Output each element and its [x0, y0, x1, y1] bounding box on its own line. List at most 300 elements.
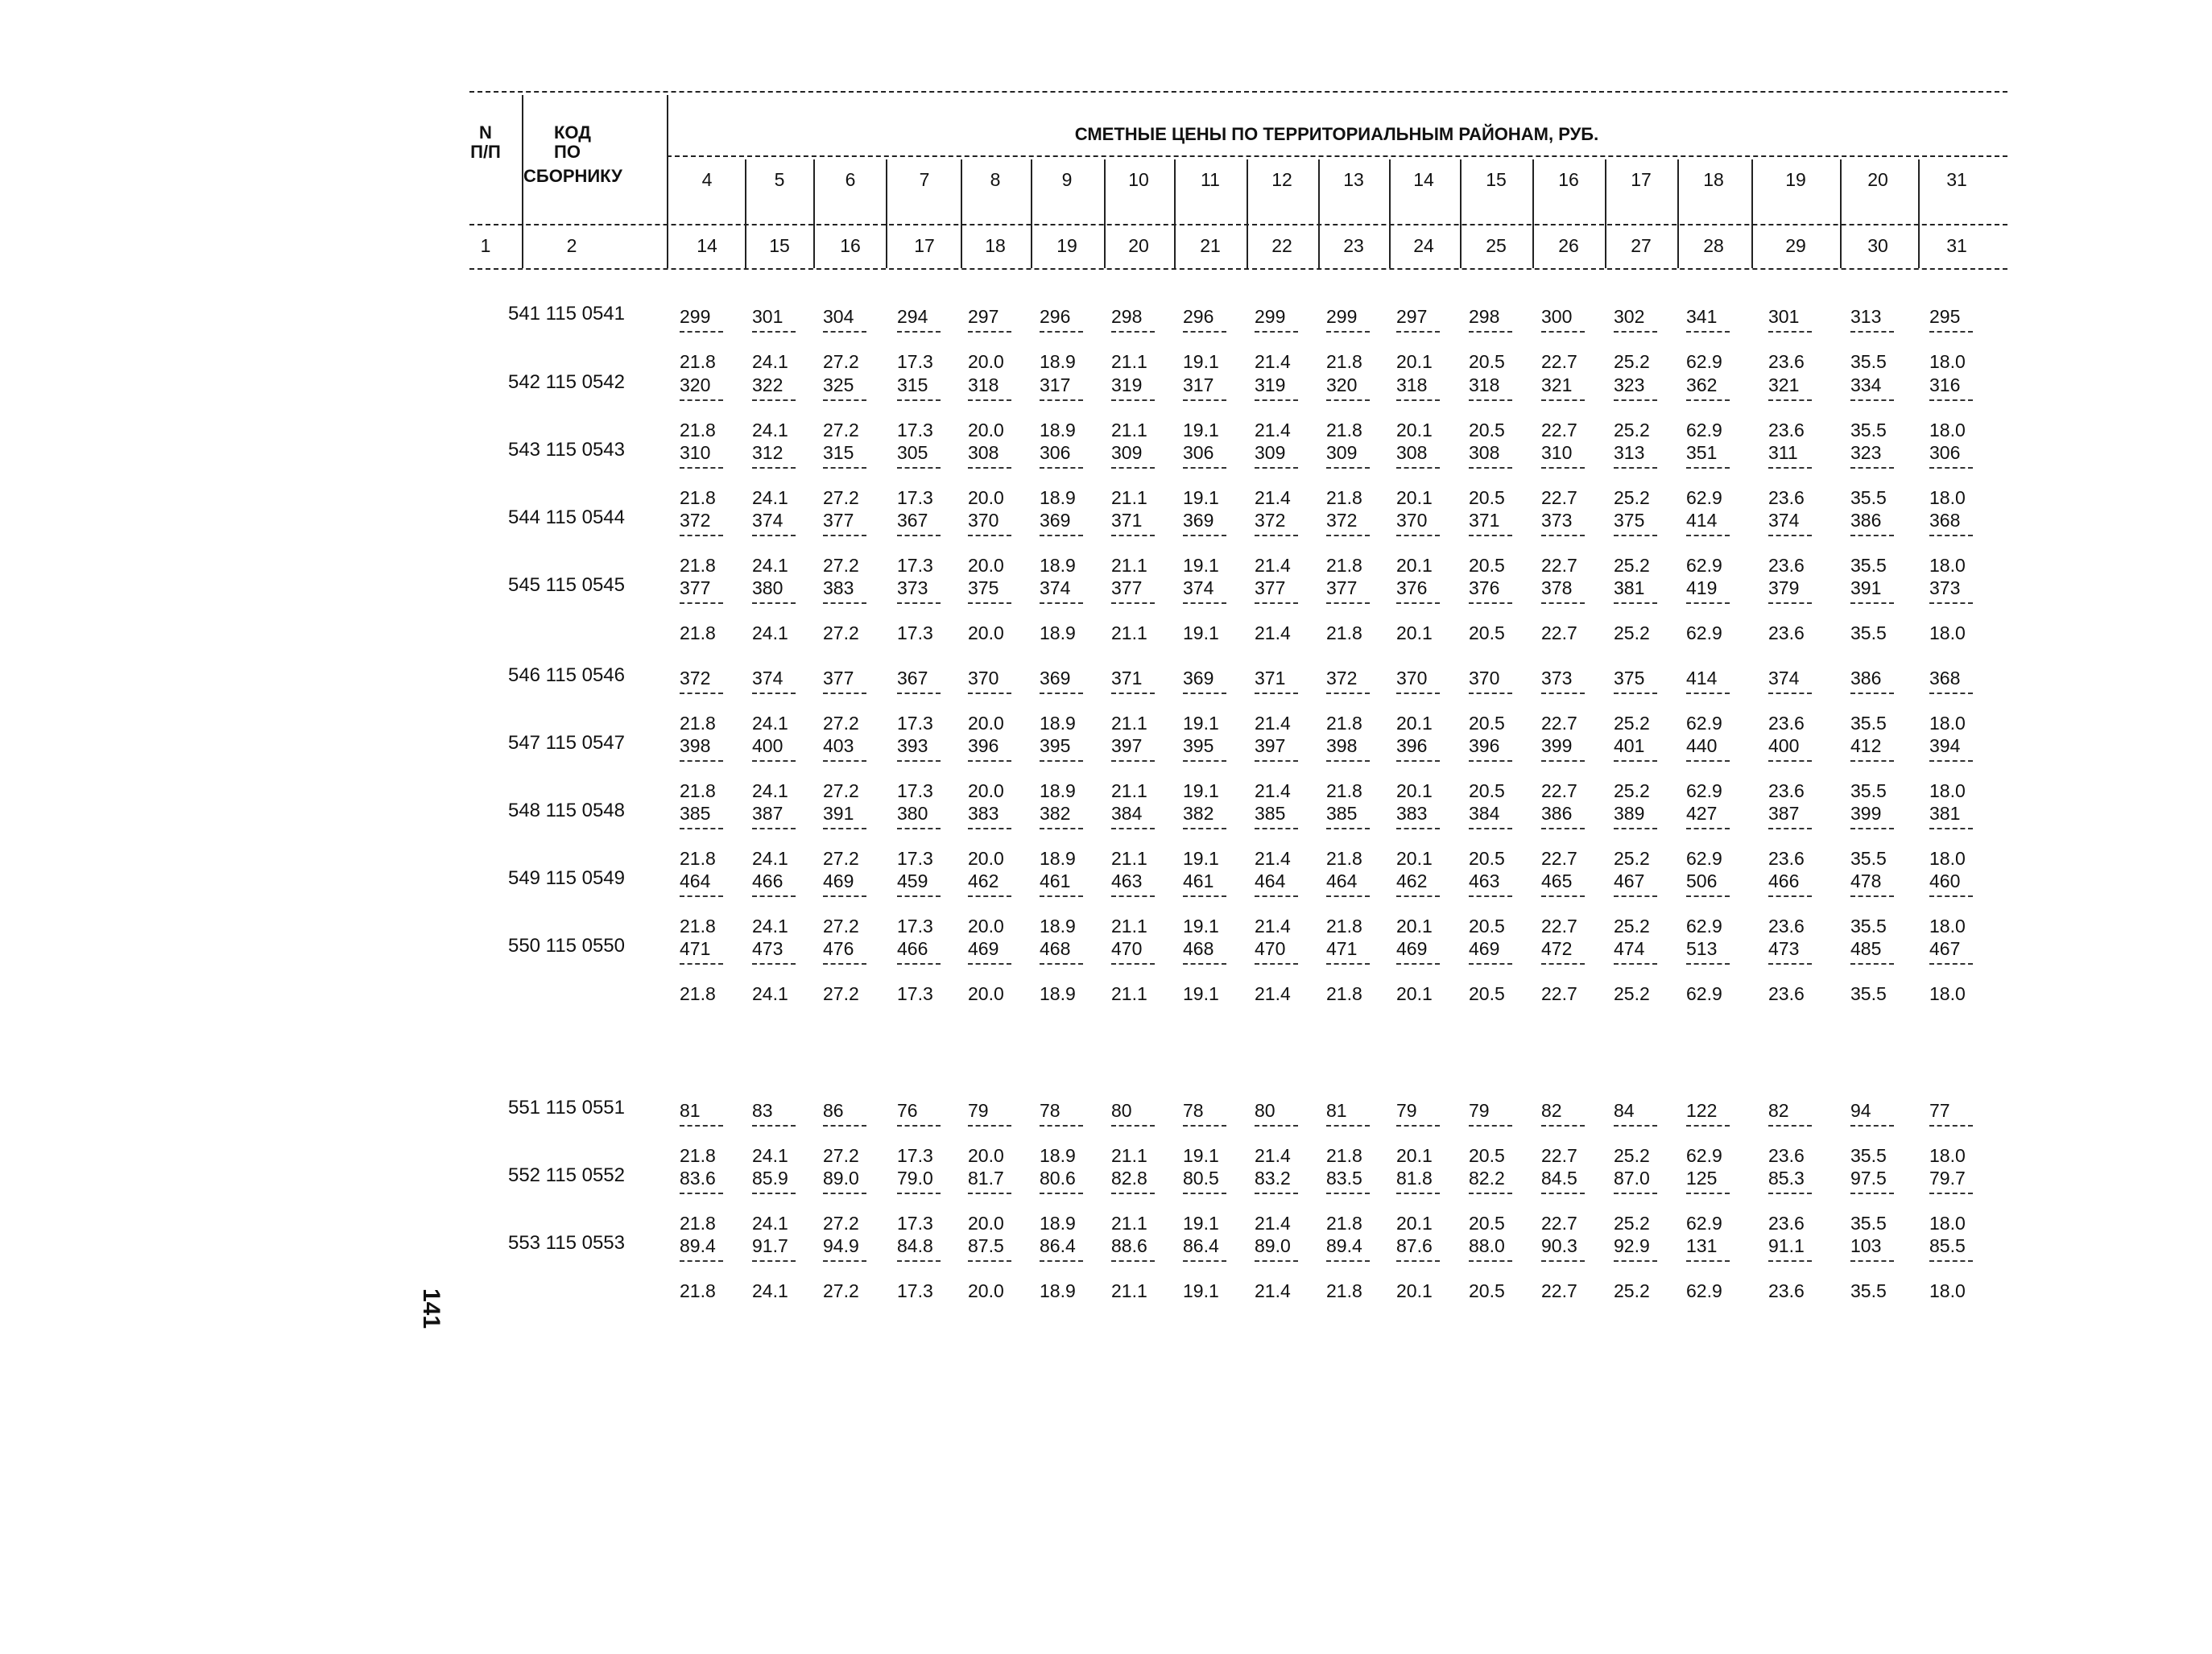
header-vline-region-6	[1174, 159, 1176, 268]
price-separator	[897, 467, 941, 469]
coefficient-cell: 21.1	[1111, 420, 1147, 440]
price-cell: 382	[1183, 803, 1214, 824]
price-separator	[1469, 828, 1512, 829]
price-cell: 476	[823, 938, 854, 959]
price-separator	[823, 535, 866, 536]
price-cell: 389	[1614, 803, 1645, 824]
header-colnum-29: 29	[1785, 235, 1806, 256]
price-cell: 412	[1850, 735, 1882, 756]
coefficient-cell: 20.1	[1396, 622, 1433, 643]
price-separator	[1396, 467, 1440, 469]
price-separator	[1040, 760, 1083, 762]
price-cell: 399	[1850, 803, 1882, 824]
price-separator	[897, 760, 941, 762]
header-bottom-rule	[469, 268, 2007, 270]
price-cell: 89.0	[823, 1168, 859, 1189]
price-separator	[1040, 828, 1083, 829]
price-cell: 80	[1255, 1100, 1276, 1121]
price-cell: 396	[1396, 735, 1428, 756]
price-separator	[1326, 760, 1370, 762]
price-separator	[1541, 963, 1585, 965]
price-separator	[752, 602, 796, 604]
price-cell: 513	[1686, 938, 1718, 959]
price-separator	[1850, 602, 1894, 604]
coefficient-cell: 22.7	[1541, 1145, 1577, 1166]
price-separator	[1686, 963, 1730, 965]
row-label: 552 115 0552	[507, 1164, 625, 1186]
price-cell: 398	[1326, 735, 1358, 756]
header-region-16: 16	[1558, 169, 1579, 190]
price-cell: 372	[1326, 668, 1358, 688]
price-cell: 368	[1929, 668, 1961, 688]
price-separator	[680, 895, 723, 897]
coefficient-cell: 35.5	[1850, 848, 1887, 869]
header-vline-region-16	[1918, 159, 1920, 268]
coefficient-cell: 20.0	[968, 1213, 1004, 1234]
row-label: 546 115 0546	[507, 664, 625, 686]
price-separator	[1929, 1125, 1973, 1127]
coefficient-cell: 35.5	[1850, 983, 1887, 1004]
header-colnum-25: 25	[1486, 235, 1507, 256]
coefficient-cell: 19.1	[1183, 555, 1219, 576]
price-separator	[1929, 467, 1973, 469]
coefficient-cell: 23.6	[1768, 780, 1805, 801]
coefficient-cell: 21.8	[680, 916, 716, 937]
coefficient-cell: 24.1	[752, 420, 788, 440]
price-cell: 371	[1469, 510, 1500, 531]
price-cell: 86.4	[1183, 1235, 1219, 1256]
coefficient-cell: 23.6	[1768, 1280, 1805, 1301]
price-separator	[968, 331, 1011, 333]
coefficient-cell: 20.0	[968, 983, 1004, 1004]
price-separator	[1111, 828, 1155, 829]
coefficient-cell: 18.9	[1040, 420, 1076, 440]
header-colnum-18: 18	[985, 235, 1006, 256]
price-cell: 380	[897, 803, 928, 824]
price-separator	[1469, 331, 1512, 333]
coefficient-cell: 17.3	[897, 351, 933, 372]
coefficient-cell: 20.5	[1469, 1145, 1505, 1166]
price-cell: 315	[897, 374, 928, 395]
price-cell: 466	[1768, 870, 1800, 891]
price-separator	[1469, 399, 1512, 401]
coefficient-cell: 17.3	[897, 780, 933, 801]
coefficient-cell: 21.4	[1255, 1213, 1291, 1234]
coefficient-cell: 21.8	[680, 420, 716, 440]
price-cell: 369	[1040, 668, 1071, 688]
coefficient-cell: 35.5	[1850, 622, 1887, 643]
price-cell: 371	[1255, 668, 1286, 688]
price-cell: 91.7	[752, 1235, 788, 1256]
coefficient-cell: 20.1	[1396, 848, 1433, 869]
row-label: 548 115 0548	[507, 800, 625, 821]
coefficient-cell: 23.6	[1768, 848, 1805, 869]
coefficient-cell: 23.6	[1768, 351, 1805, 372]
price-separator	[1929, 828, 1973, 829]
price-cell: 82.8	[1111, 1168, 1147, 1189]
coefficient-cell: 18.0	[1929, 1145, 1966, 1166]
price-separator	[1469, 693, 1512, 694]
price-separator	[1469, 963, 1512, 965]
price-cell: 318	[1469, 374, 1500, 395]
price-separator	[1183, 828, 1226, 829]
price-cell: 381	[1614, 577, 1645, 598]
price-cell: 387	[752, 803, 784, 824]
price-cell: 79	[1469, 1100, 1490, 1121]
price-separator	[1850, 1125, 1894, 1127]
coefficient-cell: 35.5	[1850, 555, 1887, 576]
price-separator	[823, 467, 866, 469]
coefficient-cell: 19.1	[1183, 622, 1219, 643]
price-separator	[1255, 467, 1298, 469]
price-cell: 80.5	[1183, 1168, 1219, 1189]
coefficient-cell: 21.8	[680, 487, 716, 508]
price-separator	[680, 828, 723, 829]
coefficient-cell: 18.9	[1040, 1145, 1076, 1166]
price-cell: 506	[1686, 870, 1718, 891]
price-separator	[1326, 1260, 1370, 1262]
coefficient-cell: 21.4	[1255, 848, 1291, 869]
price-separator	[968, 1260, 1011, 1262]
price-cell: 80.6	[1040, 1168, 1076, 1189]
price-cell: 304	[823, 306, 854, 327]
coefficient-cell: 22.7	[1541, 487, 1577, 508]
price-separator	[1255, 602, 1298, 604]
coefficient-cell: 22.7	[1541, 420, 1577, 440]
coefficient-cell: 17.3	[897, 1145, 933, 1166]
coefficient-cell: 24.1	[752, 622, 788, 643]
coefficient-cell: 35.5	[1850, 916, 1887, 937]
price-cell: 375	[968, 577, 999, 598]
coefficient-cell: 18.9	[1040, 916, 1076, 937]
price-cell: 393	[897, 735, 928, 756]
price-cell: 462	[1396, 870, 1428, 891]
coefficient-cell: 21.8	[680, 848, 716, 869]
header-region-5: 5	[774, 169, 785, 190]
price-cell: 469	[968, 938, 999, 959]
price-cell: 87.0	[1614, 1168, 1650, 1189]
coefficient-cell: 21.8	[680, 713, 716, 734]
price-cell: 311	[1768, 442, 1798, 463]
price-cell: 318	[1396, 374, 1428, 395]
price-separator	[897, 963, 941, 965]
price-cell: 76	[897, 1100, 918, 1121]
price-separator	[897, 828, 941, 829]
coefficient-cell: 35.5	[1850, 780, 1887, 801]
price-cell: 89.4	[680, 1235, 716, 1256]
price-separator	[968, 1193, 1011, 1194]
price-cell: 83.5	[1326, 1168, 1362, 1189]
coefficient-cell: 23.6	[1768, 622, 1805, 643]
price-cell: 81	[1326, 1100, 1347, 1121]
price-cell: 369	[1183, 510, 1214, 531]
price-separator	[1183, 331, 1226, 333]
coefficient-cell: 24.1	[752, 983, 788, 1004]
price-cell: 320	[680, 374, 711, 395]
coefficient-cell: 24.1	[752, 1213, 788, 1234]
coefficient-cell: 25.2	[1614, 916, 1650, 937]
price-cell: 398	[680, 735, 711, 756]
coefficient-cell: 18.0	[1929, 622, 1966, 643]
price-cell: 88.0	[1469, 1235, 1505, 1256]
price-separator	[680, 760, 723, 762]
price-separator	[1255, 331, 1298, 333]
row-label: 541 115 0541	[507, 303, 625, 325]
header-vline-region-4	[1031, 159, 1032, 268]
price-separator	[1541, 828, 1585, 829]
header-code-label: КОД	[554, 122, 591, 143]
price-separator	[1929, 895, 1973, 897]
coefficient-cell: 18.0	[1929, 848, 1966, 869]
header-vline-region-13	[1677, 159, 1679, 268]
price-cell: 305	[897, 442, 928, 463]
coefficient-cell: 23.6	[1768, 420, 1805, 440]
price-separator	[1686, 1125, 1730, 1127]
coefficient-cell: 19.1	[1183, 420, 1219, 440]
price-cell: 382	[1040, 803, 1071, 824]
price-cell: 471	[1326, 938, 1358, 959]
price-separator	[968, 895, 1011, 897]
price-cell: 468	[1183, 938, 1214, 959]
header-colnum-20: 20	[1128, 235, 1149, 256]
coefficient-cell: 21.8	[1326, 555, 1362, 576]
price-cell: 313	[1850, 306, 1882, 327]
coefficient-cell: 21.8	[1326, 983, 1362, 1004]
coefficient-cell: 35.5	[1850, 1145, 1887, 1166]
coefficient-cell: 24.1	[752, 351, 788, 372]
coefficient-cell: 20.5	[1469, 1213, 1505, 1234]
price-cell: 374	[1768, 510, 1800, 531]
price-separator	[1686, 828, 1730, 829]
price-separator	[752, 535, 796, 536]
coefficient-cell: 19.1	[1183, 848, 1219, 869]
price-cell: 79.0	[897, 1168, 933, 1189]
price-cell: 473	[1768, 938, 1800, 959]
coefficient-cell: 21.1	[1111, 916, 1147, 937]
coefficient-cell: 35.5	[1850, 713, 1887, 734]
price-separator	[1183, 963, 1226, 965]
price-cell: 374	[1040, 577, 1071, 598]
price-cell: 296	[1183, 306, 1214, 327]
price-cell: 381	[1929, 803, 1961, 824]
price-separator	[1040, 1193, 1083, 1194]
price-separator	[1255, 1193, 1298, 1194]
price-cell: 298	[1111, 306, 1143, 327]
header-region-13: 13	[1343, 169, 1364, 190]
price-separator	[752, 467, 796, 469]
header-colnum-26: 26	[1558, 235, 1579, 256]
price-cell: 391	[823, 803, 854, 824]
header-region-14: 14	[1413, 169, 1434, 190]
price-cell: 469	[1469, 938, 1500, 959]
price-cell: 370	[968, 668, 999, 688]
header-colnum-24: 24	[1413, 235, 1434, 256]
price-separator	[1614, 331, 1657, 333]
coefficient-cell: 20.0	[968, 713, 1004, 734]
price-cell: 376	[1469, 577, 1500, 598]
coefficient-cell: 20.0	[968, 420, 1004, 440]
coefficient-cell: 21.8	[1326, 420, 1362, 440]
price-cell: 351	[1686, 442, 1718, 463]
price-separator	[1469, 895, 1512, 897]
header-region-rule	[667, 155, 2007, 157]
price-separator	[1040, 535, 1083, 536]
row-label: 550 115 0550	[507, 935, 625, 957]
coefficient-cell: 20.0	[968, 1145, 1004, 1166]
price-cell: 401	[1614, 735, 1645, 756]
price-separator	[1255, 828, 1298, 829]
price-cell: 312	[752, 442, 784, 463]
price-separator	[1255, 760, 1298, 762]
row-label: 544 115 0544	[507, 507, 625, 528]
price-cell: 85.3	[1768, 1168, 1805, 1189]
header-code-sbornik-label: СБОРНИКУ	[523, 166, 622, 186]
coefficient-cell: 18.0	[1929, 1213, 1966, 1234]
price-cell: 386	[1850, 510, 1882, 531]
price-cell: 396	[968, 735, 999, 756]
price-cell: 306	[1040, 442, 1071, 463]
price-separator	[968, 963, 1011, 965]
price-separator	[1768, 602, 1812, 604]
coefficient-cell: 20.1	[1396, 780, 1433, 801]
coefficient-cell: 18.0	[1929, 351, 1966, 372]
coefficient-cell: 19.1	[1183, 713, 1219, 734]
row-label: 549 115 0549	[507, 867, 625, 889]
page-number: 141	[418, 1288, 445, 1329]
coefficient-cell: 20.0	[968, 351, 1004, 372]
price-cell: 308	[968, 442, 999, 463]
price-cell: 459	[897, 870, 928, 891]
price-separator	[1326, 467, 1370, 469]
price-cell: 79	[968, 1100, 989, 1121]
coefficient-cell: 18.0	[1929, 713, 1966, 734]
price-cell: 391	[1850, 577, 1882, 598]
price-separator	[1850, 399, 1894, 401]
price-separator	[680, 1193, 723, 1194]
price-separator	[1768, 963, 1812, 965]
coefficient-cell: 20.5	[1469, 916, 1505, 937]
coefficient-cell: 27.2	[823, 487, 859, 508]
price-separator	[1686, 535, 1730, 536]
price-cell: 77	[1929, 1100, 1950, 1121]
price-cell: 86	[823, 1100, 844, 1121]
price-separator	[752, 760, 796, 762]
price-separator	[1686, 399, 1730, 401]
header-vline-region-0	[745, 159, 746, 268]
price-separator	[1541, 1260, 1585, 1262]
coefficient-cell: 21.1	[1111, 555, 1147, 576]
price-cell: 380	[752, 577, 784, 598]
price-separator	[1614, 1260, 1657, 1262]
price-separator	[1541, 331, 1585, 333]
price-separator	[1326, 331, 1370, 333]
price-cell: 470	[1111, 938, 1143, 959]
price-separator	[1469, 1193, 1512, 1194]
price-separator	[1396, 602, 1440, 604]
coefficient-cell: 27.2	[823, 622, 859, 643]
price-cell: 91.1	[1768, 1235, 1805, 1256]
price-cell: 84.8	[897, 1235, 933, 1256]
price-cell: 377	[823, 668, 854, 688]
price-separator	[1768, 1125, 1812, 1127]
price-cell: 376	[1396, 577, 1428, 598]
price-cell: 309	[1255, 442, 1286, 463]
coefficient-cell: 20.0	[968, 622, 1004, 643]
price-cell: 301	[752, 306, 784, 327]
price-separator	[1850, 1193, 1894, 1194]
price-cell: 463	[1111, 870, 1143, 891]
coefficient-cell: 19.1	[1183, 1213, 1219, 1234]
coefficient-cell: 22.7	[1541, 848, 1577, 869]
coefficient-cell: 20.5	[1469, 713, 1505, 734]
price-cell: 400	[752, 735, 784, 756]
price-separator	[752, 1260, 796, 1262]
price-separator	[1396, 1193, 1440, 1194]
price-separator	[823, 1193, 866, 1194]
price-separator	[1768, 1193, 1812, 1194]
price-cell: 308	[1396, 442, 1428, 463]
price-cell: 321	[1768, 374, 1800, 395]
price-separator	[1326, 535, 1370, 536]
price-separator	[1850, 1260, 1894, 1262]
price-cell: 369	[1183, 668, 1214, 688]
header-region-7: 7	[919, 169, 930, 190]
price-cell: 384	[1469, 803, 1500, 824]
price-separator	[1768, 760, 1812, 762]
header-colnum-28: 28	[1703, 235, 1724, 256]
price-cell: 309	[1326, 442, 1358, 463]
coefficient-cell: 19.1	[1183, 487, 1219, 508]
price-separator	[1183, 1125, 1226, 1127]
price-cell: 374	[1183, 577, 1214, 598]
coefficient-cell: 62.9	[1686, 555, 1722, 576]
top-rule	[469, 91, 2007, 93]
price-cell: 396	[1469, 735, 1500, 756]
price-separator	[1040, 1125, 1083, 1127]
header-colnum-27: 27	[1631, 235, 1652, 256]
price-cell: 377	[1255, 577, 1286, 598]
header-vline-region-3	[961, 159, 962, 268]
coefficient-cell: 21.4	[1255, 622, 1291, 643]
price-cell: 470	[1255, 938, 1286, 959]
coefficient-cell: 22.7	[1541, 713, 1577, 734]
price-separator	[752, 1125, 796, 1127]
price-separator	[1326, 963, 1370, 965]
price-separator	[680, 535, 723, 536]
coefficient-cell: 21.4	[1255, 351, 1291, 372]
coefficient-cell: 21.1	[1111, 713, 1147, 734]
coefficient-cell: 18.0	[1929, 487, 1966, 508]
price-separator	[1255, 535, 1298, 536]
price-separator	[823, 693, 866, 694]
coefficient-cell: 17.3	[897, 622, 933, 643]
price-separator	[680, 399, 723, 401]
price-separator	[1850, 963, 1894, 965]
price-separator	[968, 535, 1011, 536]
coefficient-cell: 62.9	[1686, 780, 1722, 801]
coefficient-cell: 20.0	[968, 487, 1004, 508]
header-colnum-31: 31	[1946, 235, 1967, 256]
coefficient-cell: 35.5	[1850, 351, 1887, 372]
coefficient-cell: 21.1	[1111, 848, 1147, 869]
price-separator	[1686, 760, 1730, 762]
price-separator	[1255, 1260, 1298, 1262]
coefficient-cell: 20.0	[968, 1280, 1004, 1301]
coefficient-cell: 17.3	[897, 848, 933, 869]
price-separator	[1326, 1125, 1370, 1127]
coefficient-cell: 21.8	[680, 622, 716, 643]
coefficient-cell: 21.4	[1255, 916, 1291, 937]
